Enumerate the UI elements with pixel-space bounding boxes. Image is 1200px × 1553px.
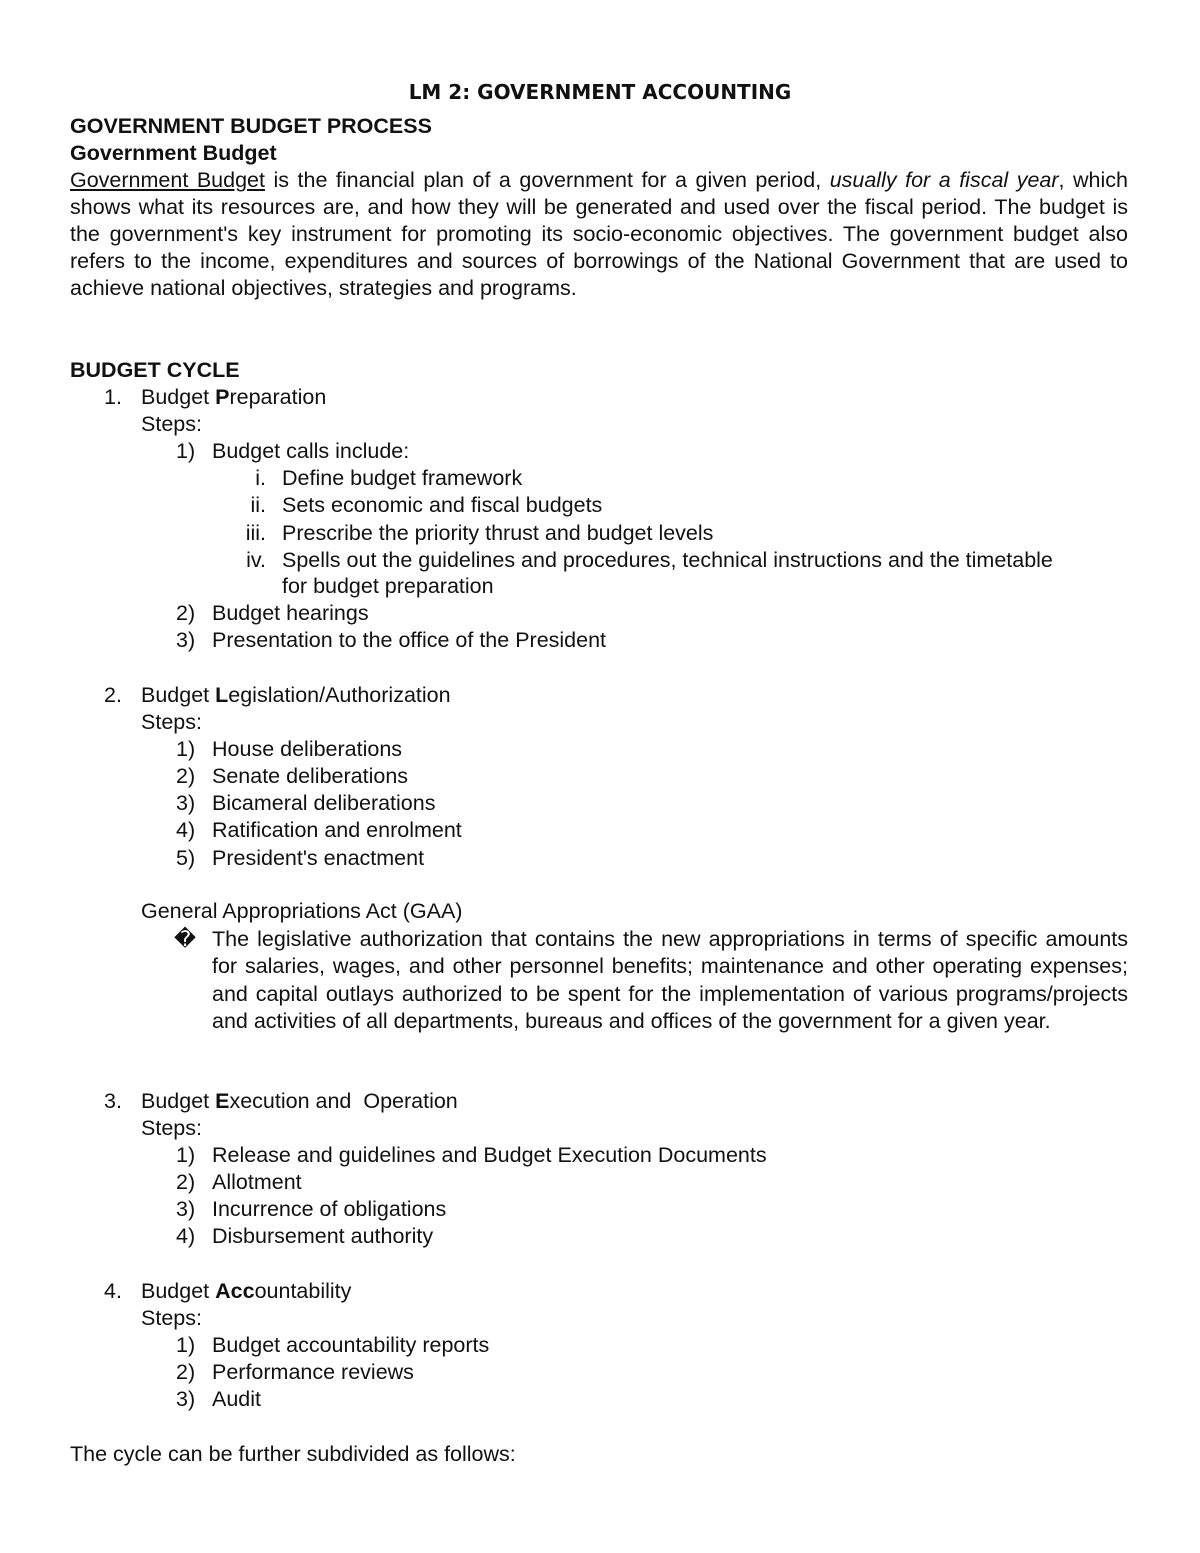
step-number: 3) bbox=[176, 628, 196, 652]
phase-title: Budget Execution and Operation bbox=[141, 1089, 458, 1113]
step-number: 4) bbox=[176, 818, 196, 842]
substep-text: Spells out the guidelines and procedures, technical instructions and the timetable bbox=[282, 548, 1053, 572]
step-number: 4) bbox=[176, 1224, 196, 1248]
step-text: Release and guidelines and Budget Execution Documents bbox=[212, 1143, 767, 1167]
step-number: 1) bbox=[176, 1333, 196, 1357]
steps-label: Steps: bbox=[141, 1116, 202, 1140]
substep-text-continued: for budget preparation bbox=[282, 574, 494, 598]
step-text: Ratification and enrolment bbox=[212, 818, 462, 842]
phase-title: Budget Preparation bbox=[141, 385, 327, 409]
step-text: House deliberations bbox=[212, 737, 403, 761]
intro-italic: usually for a fiscal year bbox=[829, 168, 1059, 192]
step-number: 2) bbox=[176, 601, 196, 625]
phase-title: Budget Accountability bbox=[141, 1279, 352, 1303]
step-text: Audit bbox=[212, 1387, 262, 1411]
step-text: Bicameral deliberations bbox=[212, 791, 436, 815]
step-text: Presentation to the office of the President bbox=[212, 628, 607, 652]
intro-paragraph bbox=[70, 167, 1128, 302]
steps-label: Steps: bbox=[141, 1306, 202, 1330]
step-number: 1) bbox=[176, 737, 196, 761]
bullet-icon: � bbox=[174, 927, 197, 952]
subheading: Government Budget bbox=[70, 141, 277, 165]
step-text: Allotment bbox=[212, 1170, 302, 1194]
step-number: 2) bbox=[176, 764, 196, 788]
gaa-title: General Appropriations Act (GAA) bbox=[141, 899, 463, 923]
step-text: Performance reviews bbox=[212, 1360, 414, 1384]
intro-term: Government Budget bbox=[70, 168, 265, 192]
step-number: 3) bbox=[176, 791, 196, 815]
step-text: Disbursement authority bbox=[212, 1224, 434, 1248]
step-number: 2) bbox=[176, 1360, 196, 1384]
substep-text: Prescribe the priority thrust and budget levels bbox=[282, 521, 714, 545]
substep-number: iii. bbox=[245, 521, 266, 545]
phase-number: 2. bbox=[104, 683, 122, 707]
budget-cycle-heading: BUDGET CYCLE bbox=[70, 358, 240, 382]
steps-label: Steps: bbox=[141, 710, 202, 734]
phase-number: 4. bbox=[104, 1279, 122, 1303]
step-text: Incurrence of obligations bbox=[212, 1197, 447, 1221]
substep-text: Define budget framework bbox=[282, 466, 523, 490]
step-number: 1) bbox=[176, 439, 196, 463]
substep-number: i. bbox=[255, 466, 266, 490]
steps-label: Steps: bbox=[141, 412, 202, 436]
step-text: Senate deliberations bbox=[212, 764, 409, 788]
step-number: 2) bbox=[176, 1170, 196, 1194]
closing-text: The cycle can be further subdivided as follows: bbox=[70, 1442, 516, 1466]
step-number: 1) bbox=[176, 1143, 196, 1167]
intro-part1: is the financial plan of a government for a given period, bbox=[264, 168, 830, 192]
substep-number: ii. bbox=[250, 493, 266, 517]
substep-text: Sets economic and fiscal budgets bbox=[282, 493, 603, 517]
step-text: Budget accountability reports bbox=[212, 1333, 490, 1357]
phase-number: 3. bbox=[104, 1089, 122, 1113]
step-number: 3) bbox=[176, 1197, 196, 1221]
step-number: 5) bbox=[176, 846, 196, 870]
step-text: President's enactment bbox=[212, 846, 425, 870]
intro-part2: , which shows what its resources are, and how they will be generated and used over the fiscal period. The budget is the government's key instrument for promoting its socio-economic objectives. The government budget also refers to the income, expenditures and sources of borrowings of the National Government that are used to achieve national objectives, strategies and programs. bbox=[70, 168, 1128, 300]
step-text: Budget calls include: bbox=[212, 439, 410, 463]
phase-title: Budget Legislation/Authorization bbox=[141, 683, 451, 707]
document-title: LM 2: GOVERNMENT ACCOUNTING bbox=[408, 80, 792, 104]
step-text: Budget hearings bbox=[212, 601, 369, 625]
section-heading: GOVERNMENT BUDGET PROCESS bbox=[70, 114, 432, 138]
step-number: 3) bbox=[176, 1387, 196, 1411]
phase-number: 1. bbox=[104, 385, 122, 409]
gaa-description: The legislative authorization that contains the new appropriations in terms of specific amounts for salaries, wages, and other personnel benefits; maintenance and other operating expenses; and capital outlays authorized to be spent for the implementation of various programs/projects and activities of all departments, bureaus and offices of the government for a given year. bbox=[212, 927, 1128, 1034]
substep-number: iv. bbox=[246, 548, 266, 572]
